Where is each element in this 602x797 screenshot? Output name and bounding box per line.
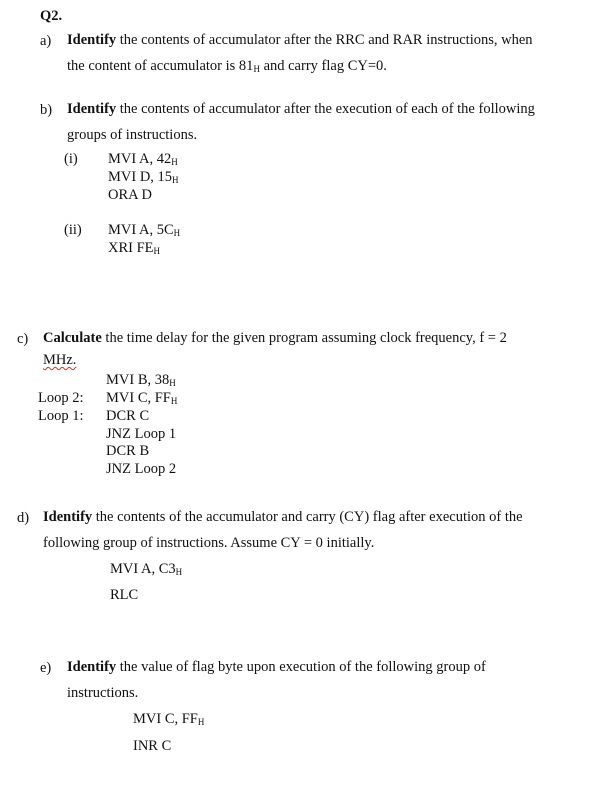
part-b-line-2: groups of instructions. [67, 127, 198, 143]
code-line [110, 561, 182, 578]
code-text: MVI C, FF [106, 390, 171, 406]
code-line [133, 738, 171, 755]
part-b-keyword: Identify [67, 101, 117, 117]
loop2-label: Loop 2: [38, 390, 84, 406]
hex-subscript: H [197, 717, 205, 727]
part-c-line-1 [43, 331, 507, 346]
code-line [108, 240, 160, 257]
part-c-line-2-text: MHz. [43, 352, 77, 368]
part-e-letter: e) [40, 660, 52, 676]
part-e-line-1 [67, 660, 486, 675]
code-text: MVI B, 38 [106, 372, 170, 388]
code-text: MVI C, FF [133, 711, 198, 727]
code-text: MVI A, 5C [108, 222, 174, 238]
code-line [106, 372, 176, 389]
group-ii-label: (ii) [64, 222, 82, 238]
code-line [106, 461, 176, 478]
part-d-keyword: Identify [43, 509, 93, 525]
code-line [110, 587, 138, 604]
part-e-keyword: Identify [67, 659, 117, 675]
hex-subscript: H [153, 246, 161, 256]
question-title: Q2. [40, 8, 63, 24]
code-line [108, 222, 180, 239]
code-text: MVI A, 42 [108, 151, 172, 167]
hex-subscript: H [169, 378, 176, 388]
part-b-letter: b) [40, 102, 53, 118]
code-text: RLC [110, 587, 139, 603]
code-line [106, 426, 176, 443]
part-a-line-1 [67, 33, 533, 48]
code-line [106, 390, 177, 407]
hex-subscript: H [171, 157, 178, 167]
part-b-line-1 [67, 102, 535, 117]
part-c-keyword: Calculate [43, 330, 102, 346]
part-c-line-2 [43, 353, 76, 368]
code-text: DCR B [106, 443, 150, 459]
part-b-line-1-text: the contents of accumulator after the execution of each of the following [116, 101, 535, 117]
code-text: MVI D, 15 [108, 169, 173, 185]
code-text: JNZ Loop 1 [106, 426, 177, 442]
part-d-line-1 [43, 510, 523, 525]
code-text: INR C [133, 738, 172, 754]
hex-subscript: H [253, 64, 260, 74]
part-a-line-2-text: the content of accumulator is 81 [67, 58, 254, 74]
part-d-line-2: following group of instructions. Assume CY = 0 initially. [43, 535, 375, 551]
part-d-line-1-text: the contents of the accumulator and carry (CY) flag after execution of the [92, 509, 523, 525]
code-text: JNZ Loop 2 [106, 461, 177, 477]
loop1-label: Loop 1: [38, 408, 84, 424]
code-text: ORA D [108, 187, 152, 203]
part-c-line-1-text: the time delay for the given program assuming clock frequency, f = 2 [101, 330, 507, 346]
part-e-line-2: instructions. [67, 685, 139, 701]
part-a-keyword: Identify [67, 32, 117, 48]
part-c-letter: c) [17, 331, 29, 347]
hex-subscript: H [172, 175, 179, 185]
hex-subscript: H [175, 567, 183, 577]
code-line [133, 711, 204, 728]
code-line [108, 169, 179, 186]
group-i-label: (i) [64, 151, 78, 167]
hex-subscript: H [170, 396, 178, 406]
part-a-letter: a) [40, 33, 52, 49]
part-e-line-1-text: the value of flag byte upon execution of the following group of [116, 659, 486, 675]
hex-subscript: H [173, 228, 181, 238]
part-a-line-2 [67, 59, 387, 74]
code-line [108, 187, 152, 204]
code-text: MVI A, C3 [110, 561, 176, 577]
code-text: DCR C [106, 408, 150, 424]
code-line [108, 151, 178, 168]
code-text: XRI FE [108, 240, 154, 256]
code-line [106, 443, 149, 460]
part-a-line-1-text: the contents of accumulator after the RRC and RAR instructions, when [116, 32, 533, 48]
part-a-line-2-tail: and carry flag CY=0. [259, 58, 387, 74]
code-line [106, 408, 149, 425]
part-d-letter: d) [17, 510, 30, 526]
